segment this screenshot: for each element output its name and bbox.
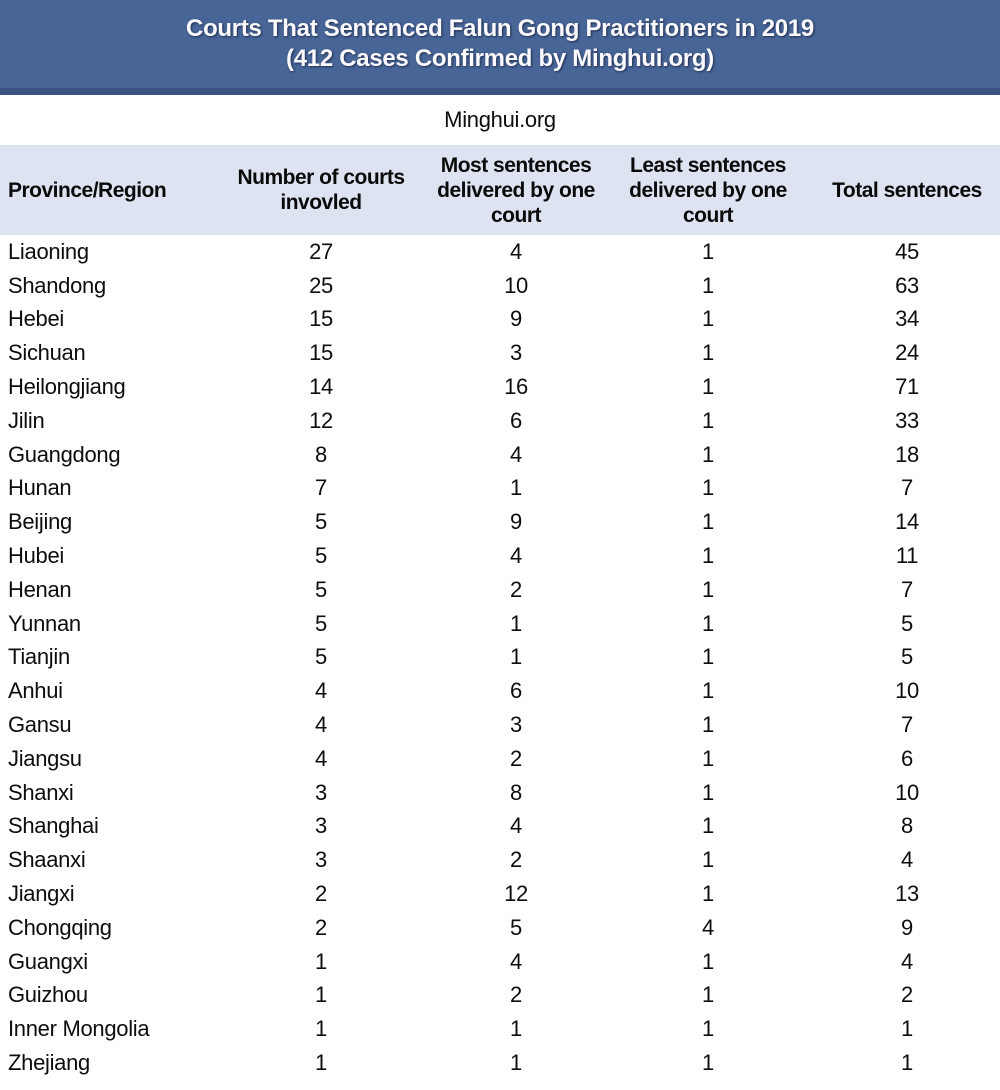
table-row	[0, 911, 1000, 945]
value-cell: 2	[315, 881, 327, 907]
value-cell: 1	[702, 576, 714, 602]
value-cell: 3	[510, 340, 522, 366]
value-cell: 14	[895, 509, 919, 535]
province-cell: Inner Mongolia	[8, 1016, 150, 1042]
value-cell: 15	[309, 340, 333, 366]
table-row	[0, 235, 1000, 269]
value-cell: 1	[702, 948, 714, 974]
province-cell: Guangxi	[8, 948, 88, 974]
value-cell: 4	[510, 238, 522, 264]
table-row	[0, 843, 1000, 877]
value-cell: 2	[510, 982, 522, 1008]
province-cell: Guangdong	[8, 441, 121, 467]
table-row	[0, 539, 1000, 573]
value-cell: 4	[901, 948, 913, 974]
table-row	[0, 303, 1000, 337]
chart-title-line1: Courts That Sentenced Falun Gong Practitioners in 2019	[186, 15, 814, 42]
value-cell: 4	[510, 948, 522, 974]
value-cell: 12	[504, 881, 528, 907]
value-cell: 3	[315, 779, 327, 805]
value-cell: 1	[702, 340, 714, 366]
value-cell: 5	[315, 543, 327, 569]
value-cell: 1	[702, 475, 714, 501]
value-cell: 1	[901, 1050, 913, 1076]
value-cell: 6	[510, 678, 522, 704]
table-row	[0, 573, 1000, 607]
value-cell: 1	[315, 948, 327, 974]
value-cell: 4	[510, 813, 522, 839]
value-cell: 4	[315, 745, 327, 771]
header-province-region: Province/Region	[8, 178, 167, 202]
value-cell: 1	[510, 644, 522, 670]
value-cell: 34	[895, 306, 919, 332]
value-cell: 18	[895, 441, 919, 467]
value-cell: 1	[702, 374, 714, 400]
value-cell: 1	[702, 238, 714, 264]
value-cell: 13	[895, 881, 919, 907]
value-cell: 8	[510, 779, 522, 805]
value-cell: 45	[895, 238, 919, 264]
value-cell: 1	[702, 779, 714, 805]
header-least-sentences: Least sentences delivered by one court	[629, 153, 787, 227]
value-cell: 16	[504, 374, 528, 400]
table-row	[0, 404, 1000, 438]
province-cell: Sichuan	[8, 340, 86, 366]
value-cell: 1	[702, 543, 714, 569]
table-row	[0, 269, 1000, 303]
value-cell: 4	[510, 441, 522, 467]
value-cell: 1	[702, 610, 714, 636]
value-cell: 1	[315, 1016, 327, 1042]
value-cell: 5	[510, 914, 522, 940]
value-cell: 1	[510, 1016, 522, 1042]
header-most-sentences: Most sentences delivered by one court	[437, 153, 595, 227]
value-cell: 9	[510, 509, 522, 535]
value-cell: 24	[895, 340, 919, 366]
value-cell: 5	[315, 610, 327, 636]
province-cell: Hubei	[8, 543, 64, 569]
value-cell: 1	[702, 712, 714, 738]
value-cell: 1	[510, 475, 522, 501]
province-cell: Hebei	[8, 306, 64, 332]
header-number-of-courts: Number of courts invovled	[237, 166, 405, 214]
value-cell: 1	[315, 982, 327, 1008]
value-cell: 10	[895, 779, 919, 805]
value-cell: 1	[702, 407, 714, 433]
table-row	[0, 674, 1000, 708]
value-cell: 11	[895, 543, 919, 569]
value-cell: 2	[510, 576, 522, 602]
province-cell: Tianjin	[8, 644, 70, 670]
table-row	[0, 708, 1000, 742]
table-row	[0, 607, 1000, 641]
value-cell: 7	[315, 475, 327, 501]
province-cell: Jiangsu	[8, 745, 82, 771]
province-cell: Shaanxi	[8, 847, 86, 873]
value-cell: 2	[510, 745, 522, 771]
province-cell: Heilongjiang	[8, 374, 126, 400]
province-cell: Hunan	[8, 475, 72, 501]
value-cell: 71	[895, 374, 919, 400]
value-cell: 1	[510, 610, 522, 636]
value-cell: 7	[901, 712, 913, 738]
province-cell: Jilin	[8, 407, 45, 433]
table-row	[0, 641, 1000, 675]
value-cell: 2	[901, 982, 913, 1008]
value-cell: 12	[309, 407, 333, 433]
value-cell: 7	[901, 576, 913, 602]
value-cell: 1	[315, 1050, 327, 1076]
value-cell: 1	[901, 1016, 913, 1042]
table-row	[0, 776, 1000, 810]
value-cell: 10	[504, 272, 528, 298]
chart-title-line2: (412 Cases Confirmed by Minghui.org)	[286, 45, 714, 72]
value-cell: 1	[702, 813, 714, 839]
value-cell: 1	[702, 982, 714, 1008]
table-row	[0, 810, 1000, 844]
province-cell: Jiangxi	[8, 881, 75, 907]
province-cell: Henan	[8, 576, 72, 602]
table-body	[0, 235, 1000, 1080]
province-cell: Gansu	[8, 712, 72, 738]
province-cell: Shandong	[8, 272, 106, 298]
table-row	[0, 370, 1000, 404]
value-cell: 8	[901, 813, 913, 839]
table-row	[0, 1012, 1000, 1046]
table-row	[0, 877, 1000, 911]
province-cell: Yunnan	[8, 610, 81, 636]
value-cell: 1	[702, 847, 714, 873]
table-row	[0, 438, 1000, 472]
value-cell: 3	[510, 712, 522, 738]
table-row	[0, 1046, 1000, 1080]
value-cell: 15	[309, 306, 333, 332]
value-cell: 9	[510, 306, 522, 332]
value-cell: 1	[702, 745, 714, 771]
value-cell: 8	[315, 441, 327, 467]
value-cell: 33	[895, 407, 919, 433]
value-cell: 5	[315, 576, 327, 602]
value-cell: 7	[901, 475, 913, 501]
value-cell: 5	[315, 644, 327, 670]
province-cell: Liaoning	[8, 238, 89, 264]
title-banner	[0, 0, 1000, 95]
header-total-sentences: Total sentences	[832, 178, 982, 202]
value-cell: 4	[315, 678, 327, 704]
value-cell: 1	[702, 272, 714, 298]
value-cell: 5	[901, 610, 913, 636]
value-cell: 3	[315, 847, 327, 873]
sentences-table	[0, 145, 1000, 1080]
table-row	[0, 742, 1000, 776]
province-cell: Anhui	[8, 678, 63, 704]
value-cell: 2	[315, 914, 327, 940]
value-cell: 6	[901, 745, 913, 771]
value-cell: 4	[510, 543, 522, 569]
province-cell: Guizhou	[8, 982, 88, 1008]
value-cell: 5	[315, 509, 327, 535]
value-cell: 2	[510, 847, 522, 873]
value-cell: 1	[702, 1050, 714, 1076]
value-cell: 1	[510, 1050, 522, 1076]
value-cell: 6	[510, 407, 522, 433]
value-cell: 4	[901, 847, 913, 873]
value-cell: 1	[702, 441, 714, 467]
value-cell: 25	[309, 272, 333, 298]
source-label: Minghui.org	[444, 107, 556, 132]
value-cell: 1	[702, 1016, 714, 1042]
value-cell: 14	[309, 374, 333, 400]
table-row	[0, 336, 1000, 370]
value-cell: 3	[315, 813, 327, 839]
value-cell: 4	[315, 712, 327, 738]
table-row	[0, 979, 1000, 1013]
province-cell: Shanxi	[8, 779, 74, 805]
value-cell: 5	[901, 644, 913, 670]
table-row	[0, 945, 1000, 979]
table-header-row	[0, 145, 1000, 235]
value-cell: 1	[702, 678, 714, 704]
value-cell: 10	[895, 678, 919, 704]
value-cell: 1	[702, 509, 714, 535]
value-cell: 1	[702, 644, 714, 670]
value-cell: 9	[901, 914, 913, 940]
province-cell: Shanghai	[8, 813, 99, 839]
table-row	[0, 472, 1000, 506]
province-cell: Zhejiang	[8, 1050, 90, 1076]
table-row	[0, 505, 1000, 539]
value-cell: 1	[702, 306, 714, 332]
value-cell: 63	[895, 272, 919, 298]
value-cell: 4	[702, 914, 714, 940]
value-cell: 27	[309, 238, 333, 264]
province-cell: Chongqing	[8, 914, 112, 940]
value-cell: 1	[702, 881, 714, 907]
province-cell: Beijing	[8, 509, 72, 535]
